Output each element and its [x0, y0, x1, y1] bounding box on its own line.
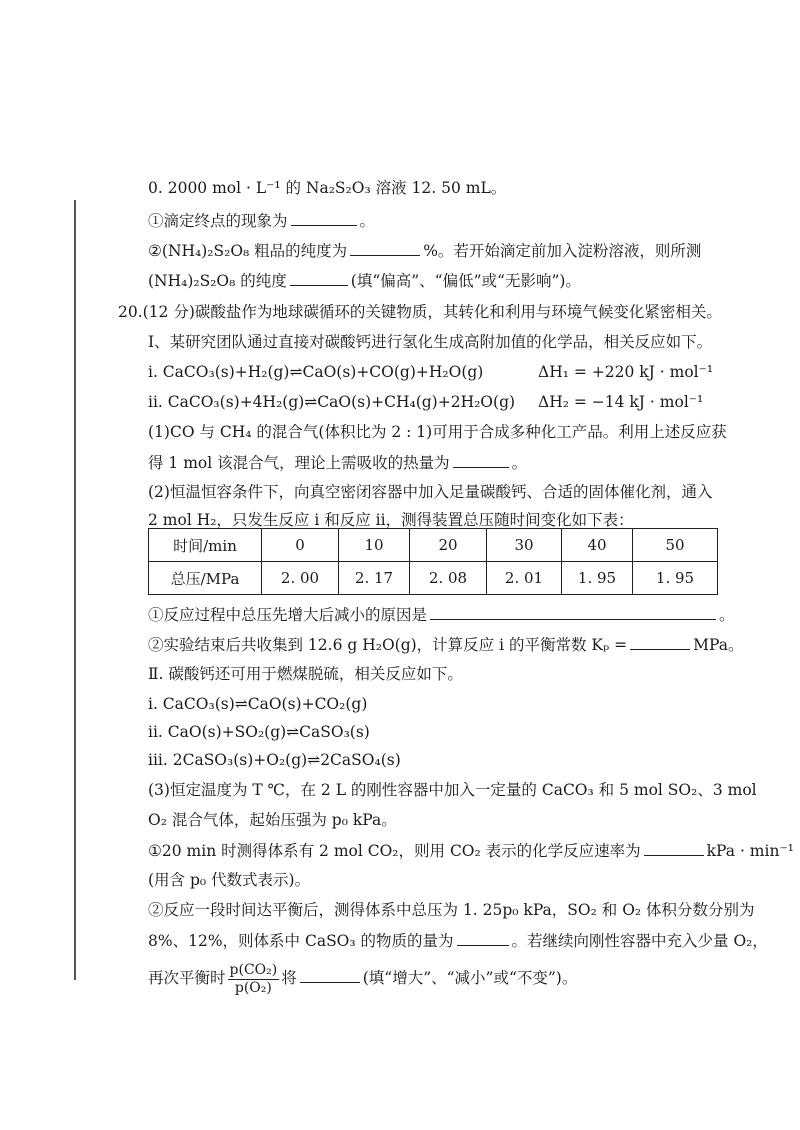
binding-margin-line [74, 200, 76, 980]
question-text: ①滴定终点的现象为 [148, 212, 288, 230]
text-line: (3)恒定温度为 T ℃，在 2 L 的刚性容器中加入一定量的 CaCO₃ 和 5 mol SO₂、3 mol [148, 781, 757, 799]
answer-blank[interactable] [457, 930, 509, 946]
table-cell: 2. 01 [487, 562, 562, 595]
answer-blank[interactable] [630, 634, 690, 650]
answer-blank[interactable] [350, 240, 420, 256]
table-cell: 1. 95 [633, 562, 718, 595]
question-text: 将 [281, 969, 297, 987]
question-text: (填“增大”、“减小”或“不变”)。 [362, 969, 578, 987]
answer-blank[interactable] [290, 270, 348, 286]
equation-text: ii. CaCO₃(s)+4H₂(g)⇌CaO(s)+CH₄(g)+2H₂O(g) [148, 393, 516, 411]
question-heading: 20.(12 分)碳酸盐作为地球碳循环的关键物质，其转化和利用与环境气候变化紧密相关。 [118, 303, 722, 321]
question-line [148, 210, 375, 231]
reaction-equation [148, 362, 714, 382]
question-text: 再次平衡时 [148, 969, 226, 987]
question-line [148, 604, 735, 625]
question-text: ②实验结束后共收集到 12.6 g H₂O(g)，计算反应 i 的平衡常数 Kₚ = [148, 636, 628, 654]
text-line: 0. 2000 mol · L⁻¹ 的 Na₂S₂O₃ 溶液 12. 50 mL。 [148, 179, 507, 197]
text-line: (1)CO 与 CH₄ 的混合气(体积比为 2 : 1)可用于合成多种化工产品。利用上述反应获 [148, 423, 727, 441]
question-text: ①20 min 时测得体系有 2 mol CO₂，则用 CO₂ 表示的化学反应速率为 [148, 842, 641, 860]
enthalpy-value: ΔH₂ = −14 kJ · mol⁻¹ [538, 393, 704, 411]
question-text: kPa · min⁻¹ [706, 842, 794, 860]
question-line [148, 240, 701, 261]
table-cell: 30 [487, 529, 562, 562]
table-cell: 20 [410, 529, 487, 562]
answer-blank[interactable] [453, 452, 509, 468]
table-header-row [149, 529, 718, 562]
question-line [148, 840, 794, 861]
reaction-equation: ii. CaO(s)+SO₂(g)⇌CaSO₃(s) [148, 723, 370, 741]
enthalpy-value: ΔH₁ = +220 kJ · mol⁻¹ [538, 363, 714, 381]
question-text: (填“偏高”、“偏低”或“无影响”)。 [350, 272, 581, 290]
text-line: (2)恒温恒容条件下，向真空密闭容器中加入足量碳酸钙、合适的固体催化剂，通入 [148, 483, 713, 501]
question-text: MPa。 [693, 636, 744, 654]
answer-blank[interactable] [300, 967, 360, 983]
question-text: 8%、12%，则体系中 CaSO₃ 的物质的量为 [148, 932, 454, 950]
table-cell: 40 [562, 529, 633, 562]
table-cell: 50 [633, 529, 718, 562]
question-text: ②(NH₄)₂S₂O₈ 粗品的纯度为 [148, 242, 348, 260]
table-row [149, 562, 718, 595]
pressure-ratio-fraction [228, 962, 280, 997]
pressure-table [148, 528, 718, 595]
table-cell: 0 [262, 529, 339, 562]
question-line [148, 270, 581, 291]
question-line [148, 634, 743, 655]
question-text: 。 [359, 212, 376, 230]
text-line: O₂ 混合气体，起始压强为 p₀ kPa。 [148, 811, 397, 829]
section-heading: Ⅰ、某研究团队通过直接对碳酸钙进行氢化生成高附加值的化学品，相关反应如下。 [148, 333, 713, 351]
equation-text: i. CaCO₃(s)+H₂(g)⇌CaO(s)+CO(g)+H₂O(g) [148, 363, 484, 381]
table-cell: 2. 08 [410, 562, 487, 595]
reaction-equation: i. CaCO₃(s)⇌CaO(s)+CO₂(g) [148, 695, 368, 713]
table-cell: 2. 17 [339, 562, 410, 595]
reaction-equation: iii. 2CaSO₃(s)+O₂(g)⇌2CaSO₄(s) [148, 751, 401, 769]
question-text: ①反应过程中总压先增大后减小的原因是 [148, 606, 428, 624]
table-cell: 2. 00 [262, 562, 339, 595]
answer-blank[interactable] [291, 210, 357, 226]
table-cell: 1. 95 [562, 562, 633, 595]
question-text: 。 [511, 454, 528, 472]
text-line: ②反应一段时间达平衡后，测得体系中总压为 1. 25p₀ kPa，SO₂ 和 O₂ 体积分数分别为 [148, 901, 755, 919]
table-cell: 时间/min [149, 529, 262, 562]
question-text: 。若继续向刚性容器中充入少量 O₂， [511, 932, 768, 950]
question-text: 得 1 mol 该混合气，理论上需吸收的热量为 [148, 454, 450, 472]
answer-blank[interactable] [430, 604, 716, 620]
text-line: (用含 p₀ 代数式表示)。 [148, 871, 311, 889]
question-text: (NH₄)₂S₂O₈ 的纯度 [148, 272, 287, 290]
table-cell: 10 [339, 529, 410, 562]
question-text: 。 [719, 606, 735, 624]
reaction-equation [148, 392, 704, 412]
question-line [148, 960, 577, 997]
fraction-denominator: p(O₂) [234, 979, 272, 996]
table-cell: 总压/MPa [149, 562, 262, 595]
section-heading: Ⅱ. 碳酸钙还可用于燃煤脱硫，相关反应如下。 [148, 665, 463, 683]
question-text: %。若开始滴定前加入淀粉溶液，则所测 [423, 242, 702, 260]
fraction-numerator: p(CO₂) [229, 961, 278, 978]
answer-blank[interactable] [644, 840, 704, 856]
question-line [148, 452, 527, 473]
question-line [148, 930, 768, 951]
text-line: 2 mol H₂，只发生反应 i 和反应 ii，测得装置总压随时间变化如下表： [148, 511, 634, 529]
